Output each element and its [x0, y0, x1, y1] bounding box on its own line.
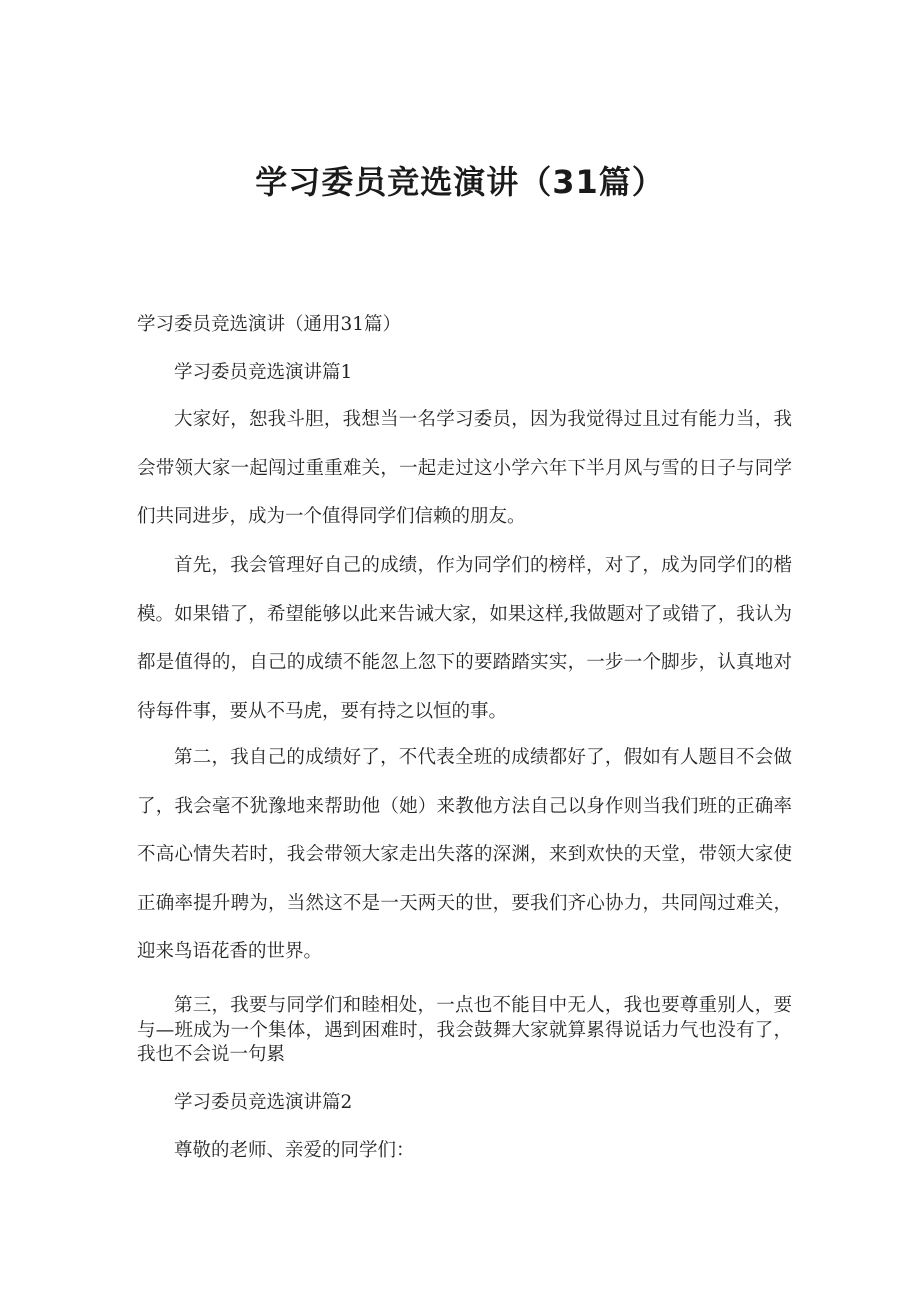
section-heading-1: 学习委员竞选演讲篇1: [174, 362, 353, 383]
document-subtitle: 学习委员竞选演讲（通用31篇）: [137, 314, 402, 335]
greeting-line: 尊敬的老师、亲爱的同学们：: [174, 1140, 415, 1161]
paragraph-3: 第二，我自己的成绩好了，不代表全班的成绩都好了，假如有人题目不会做了，我会毫不犹豫地来帮助他（她）来教他方法自己以身作则当我们班的正确率不高心情失若时，我会带领大家走出失落的深渊，来到欢快的天堂，带领大家使正确率提升聘为，当然这不是一天两天的世，要我们齐心协力，共同闯过难关，迎来鸟语花香的世界。: [137, 747, 792, 963]
paragraph-2: 首先，我会管理好自己的成绩，作为同学们的榜样，对了，成为同学们的楷模。如果错了，希望能够以此来告诫大家，如果这样,我做题对了或错了，我认为都是值得的，自己的成绩不能忽上忽下的要踏踏实实，一步一个脚步，认真地对待每件事，要从不马虎，要有持之以恒的事。: [137, 555, 792, 722]
paragraph-4: 第三，我要与同学们和睦相处，一点也不能目中无人，我也要尊重别人，要与—班成为一个集体，遇到困难时，我会鼓舞大家就算累得说话力气也没有了，我也不会说一句累: [137, 995, 792, 1065]
section-heading-2: 学习委员竞选演讲篇2: [174, 1092, 353, 1113]
document-title: 学习委员竞选演讲（31篇）: [255, 163, 665, 201]
paragraph-1: 大家好，恕我斗胆，我想当一名学习委员，因为我觉得过且过有能力当，我会带领大家一起闯过重重难关，一起走过这小学六年下半月风与雪的日子与同学们共同进步，成为一个值得同学们信赖的朋友。: [137, 409, 792, 528]
